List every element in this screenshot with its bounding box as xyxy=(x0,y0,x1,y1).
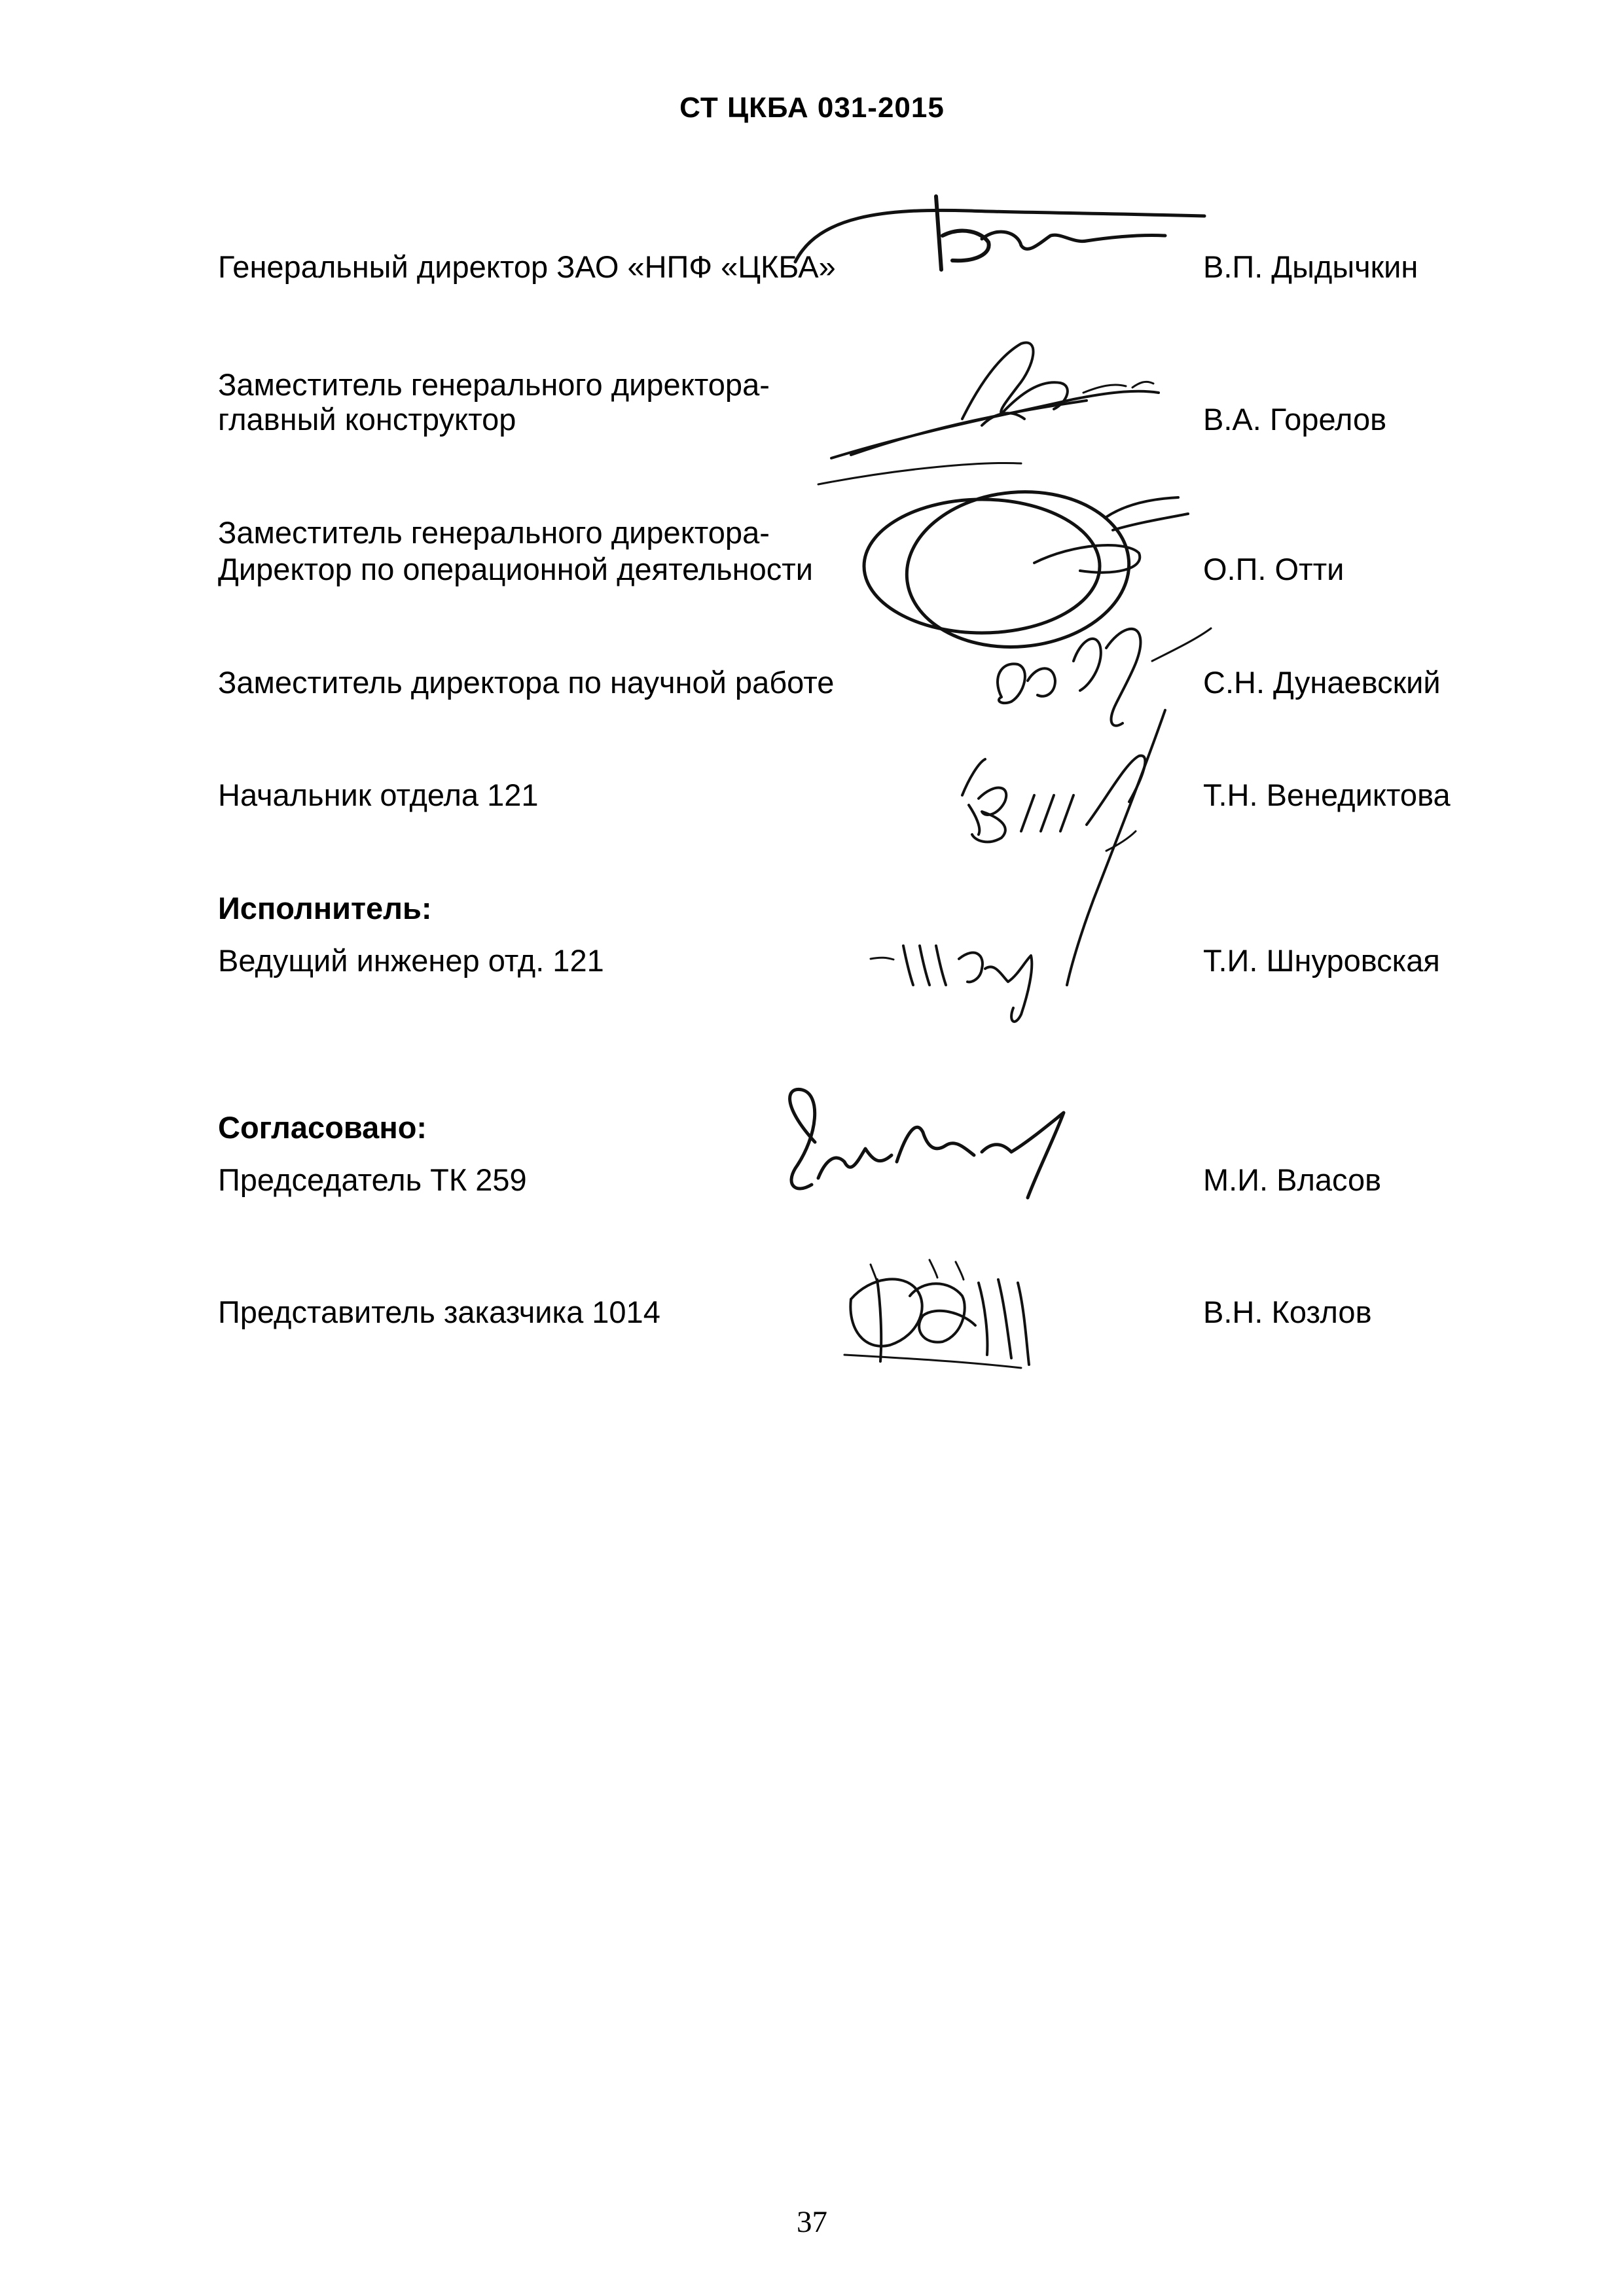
signature-vlasov xyxy=(790,1089,1064,1198)
approval-position-2: Представитель заказчика 1014 xyxy=(218,1295,660,1329)
signature-otti xyxy=(864,483,1188,656)
signature-gorelov xyxy=(818,343,1159,484)
signatory-name-2: В.А. Горелов xyxy=(1203,402,1387,437)
signatory-name-5: Т.Н. Венедиктова xyxy=(1203,778,1451,812)
approval-heading: Согласовано: xyxy=(218,1110,427,1145)
signatory-position-2-line1: Заместитель генерального директора- xyxy=(218,367,770,402)
signatory-position-3-line2: Директор по операционной деятельности xyxy=(218,552,813,586)
document-header: СТ ЦКБА 031-2015 xyxy=(679,92,945,124)
signature-venediktova xyxy=(962,710,1165,985)
signature-dunaevsky xyxy=(998,628,1211,726)
signatory-position-1: Генеральный директор ЗАО «НПФ «ЦКБА» xyxy=(218,249,836,284)
signatory-position-3-line1: Заместитель генерального директора- xyxy=(218,515,770,550)
approval-position-1: Председатель ТК 259 xyxy=(218,1162,527,1197)
signature-kozlov xyxy=(844,1260,1029,1368)
signature-dydychkin xyxy=(795,196,1204,270)
executor-heading: Исполнитель: xyxy=(218,891,432,925)
executor-name: Т.И. Шнуровская xyxy=(1203,943,1440,978)
signatory-position-2-line2: главный конструктор xyxy=(218,402,516,437)
page-number: 37 xyxy=(797,2205,827,2239)
signatory-name-3: О.П. Отти xyxy=(1203,552,1344,586)
signatory-position-4: Заместитель директора по научной работе xyxy=(218,665,835,700)
signatory-name-1: В.П. Дыдычкин xyxy=(1203,249,1418,284)
approval-name-2: В.Н. Козлов xyxy=(1203,1295,1372,1329)
signature-shnurovskaya xyxy=(871,946,1032,1022)
executor-position: Ведущий инженер отд. 121 xyxy=(218,943,604,978)
signatory-position-5: Начальник отдела 121 xyxy=(218,778,539,812)
approval-name-1: М.И. Власов xyxy=(1203,1162,1382,1197)
signatory-name-4: С.Н. Дунаевский xyxy=(1203,665,1441,700)
